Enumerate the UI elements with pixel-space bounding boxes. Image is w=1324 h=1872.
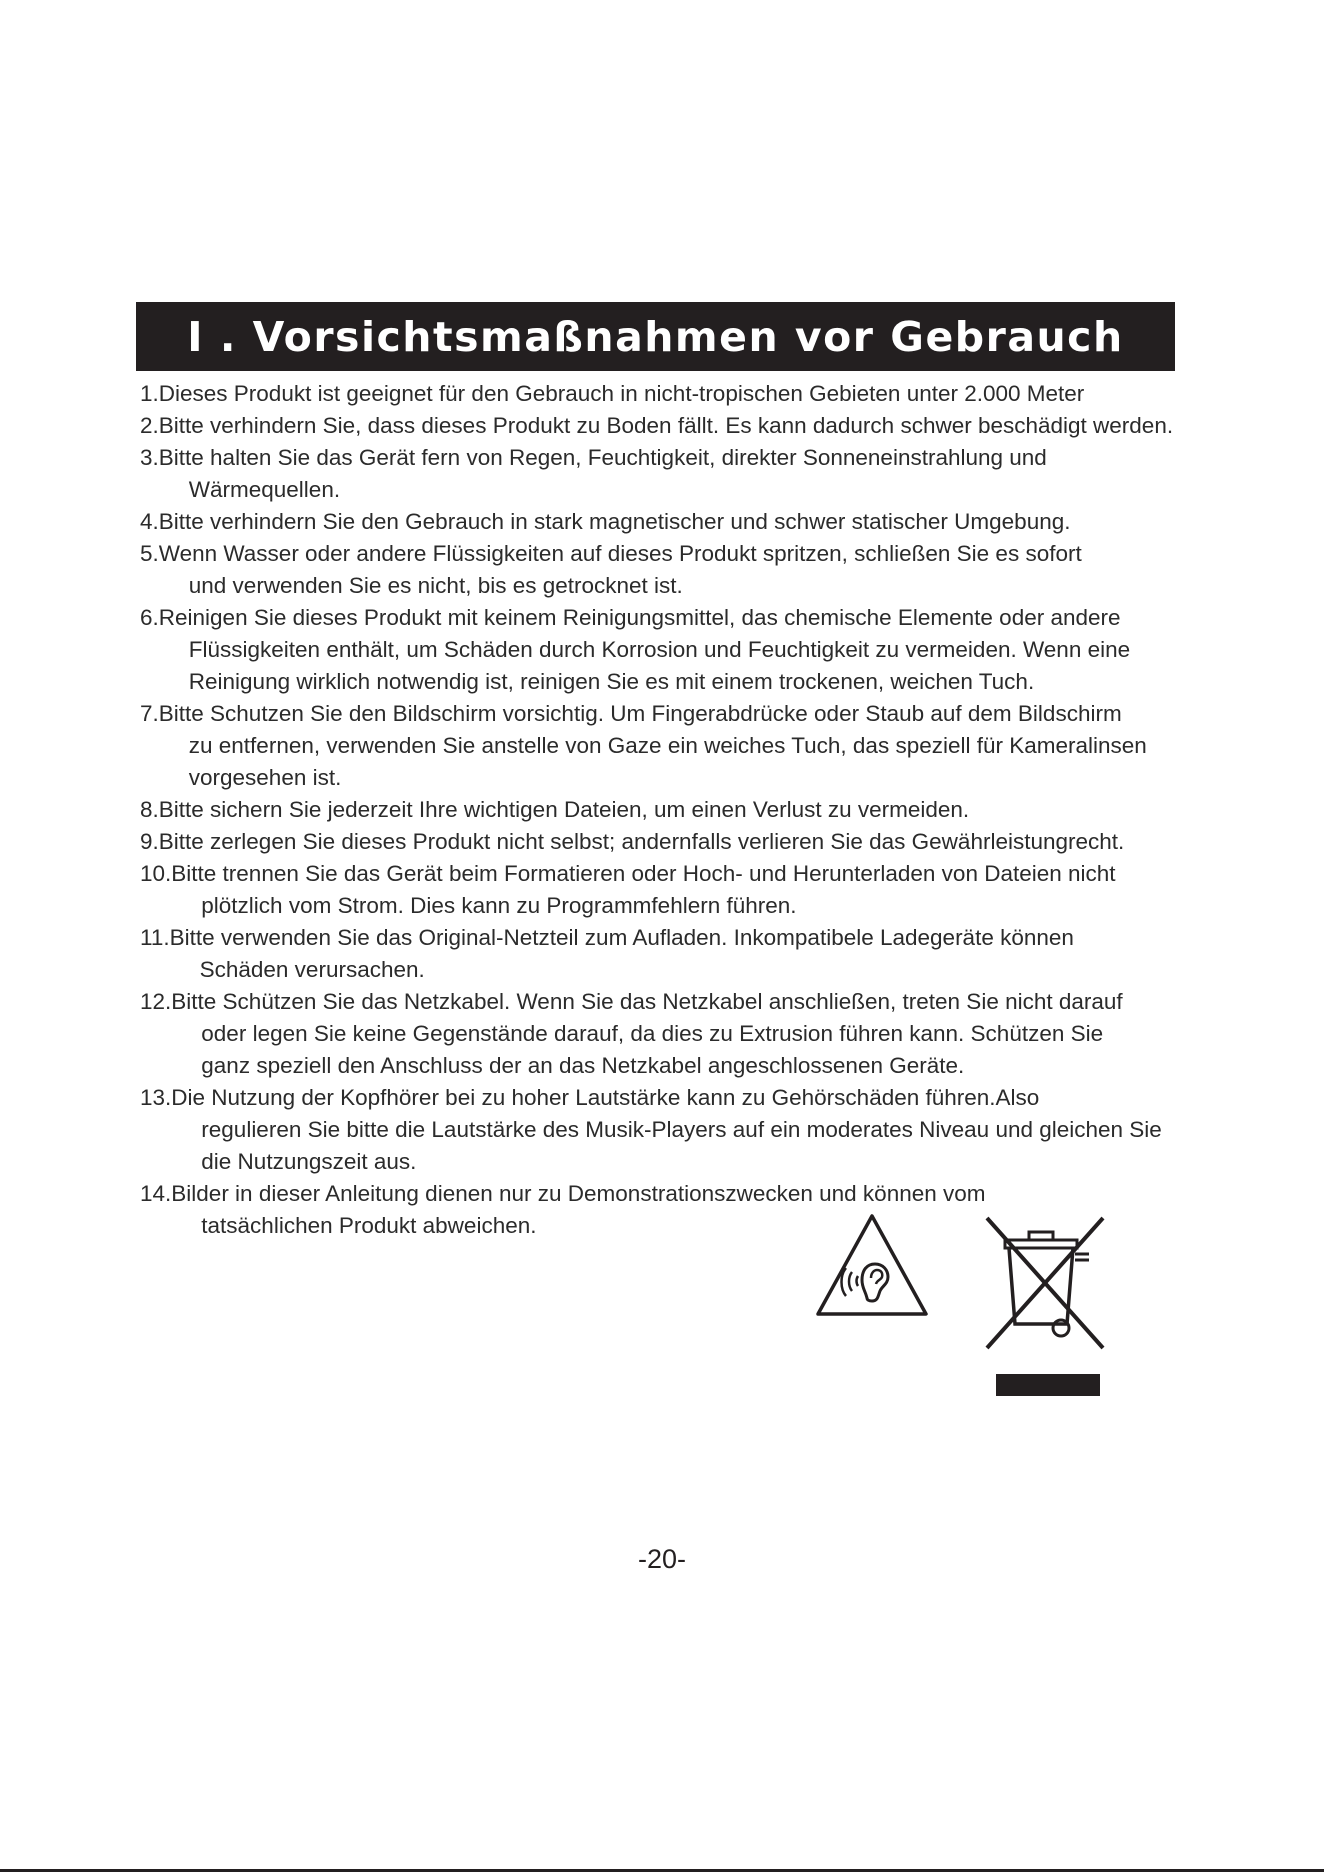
item-text xyxy=(159,602,1180,698)
item-text xyxy=(170,922,1180,986)
item-text-line: Bitte verhindern Sie den Gebrauch in stark magnetischer und schwer statischer Umgebung. xyxy=(158,509,1071,534)
list-item xyxy=(140,1082,1180,1178)
item-text xyxy=(159,794,1180,826)
item-text-line: Flüssigkeiten enthält, um Schäden durch Korrosion und Feuchtigkeit zu vermeiden. Wenn eine xyxy=(188,637,1131,662)
item-text-line: Bilder in dieser Anleitung dienen nur zu Demonstrationszwecken und können vom xyxy=(171,1181,986,1206)
item-number: 11. xyxy=(140,925,170,950)
item-text xyxy=(159,698,1180,794)
list-item xyxy=(140,986,1180,1082)
item-text xyxy=(159,826,1180,858)
item-number: 12. xyxy=(140,989,172,1014)
list-item xyxy=(140,378,1180,410)
list-item xyxy=(140,442,1180,506)
crossed-out-bin-icon xyxy=(983,1212,1107,1396)
item-text-line: regulieren Sie bitte die Lautstärke des Musik-Players auf ein moderates Niveau und gleichen Sie xyxy=(201,1117,1162,1142)
list-item xyxy=(140,794,1180,826)
item-number: 1. xyxy=(140,381,159,406)
item-text-line: Reinigen Sie dieses Produkt mit keinem Reinigungsmittel, das chemische Elemente oder andere xyxy=(158,605,1121,630)
item-number: 10. xyxy=(140,861,172,886)
list-item xyxy=(140,698,1180,794)
item-text xyxy=(171,858,1180,922)
section-header-banner xyxy=(136,302,1175,371)
list-item xyxy=(140,410,1180,442)
item-text-line: tatsächlichen Produkt abweichen. xyxy=(201,1213,537,1238)
item-text-line: Wenn Wasser oder andere Flüssigkeiten auf dieses Produkt spritzen, schließen Sie es sofort xyxy=(158,541,1082,566)
list-item xyxy=(140,858,1180,922)
item-text-line: Bitte sichern Sie jederzeit Ihre wichtigen Dateien, um einen Verlust zu vermeiden. xyxy=(158,797,970,822)
item-text-line: vorgesehen ist. xyxy=(188,765,342,790)
item-text xyxy=(159,378,1180,410)
item-text-line: Dieses Produkt ist geeignet für den Gebrauch in nicht-tropischen Gebieten unter 2.000 Meter xyxy=(158,381,1085,406)
item-text-line: Bitte zerlegen Sie dieses Produkt nicht selbst; andernfalls verlieren Sie das Gewährleistungrecht. xyxy=(158,829,1125,854)
item-text-line: Die Nutzung der Kopfhörer bei zu hoher Lautstärke kann zu Gehörschäden führen.Also xyxy=(171,1085,1040,1110)
item-number: 5. xyxy=(140,541,159,566)
item-number: 3. xyxy=(140,445,159,470)
list-item xyxy=(140,506,1180,538)
item-text xyxy=(171,986,1180,1082)
item-number: 14. xyxy=(140,1181,172,1206)
list-item xyxy=(140,538,1180,602)
item-number: 7. xyxy=(140,701,159,726)
item-text-line: Bitte halten Sie das Gerät fern von Regen, Feuchtigkeit, direkter Sonneneinstrahlung und xyxy=(158,445,1047,470)
item-number: 4. xyxy=(140,509,159,534)
item-text-line: Bitte trennen Sie das Gerät beim Formatieren oder Hoch- und Herunterladen von Dateien nicht xyxy=(171,861,1116,886)
item-text xyxy=(171,1082,1180,1178)
item-text-line: Bitte Schützen Sie das Netzkabel. Wenn Sie das Netzkabel anschließen, treten Sie nicht darauf xyxy=(171,989,1123,1014)
section-title: I . Vorsichtsmaßnahmen vor Gebrauch xyxy=(187,312,1124,361)
item-text-line: oder legen Sie keine Gegenstände darauf, da dies zu Extrusion führen kann. Schützen Sie xyxy=(201,1021,1104,1046)
item-text-line: Bitte Schutzen Sie den Bildschirm vorsichtig. Um Fingerabdrücke oder Staub auf dem Bildschirm xyxy=(158,701,1122,726)
item-number: 6. xyxy=(140,605,159,630)
page-number: -20- xyxy=(637,1544,686,1574)
item-number: 8. xyxy=(140,797,159,822)
list-item xyxy=(140,602,1180,698)
item-text xyxy=(159,538,1180,602)
hearing-warning-icon xyxy=(812,1210,932,1320)
item-number: 9. xyxy=(140,829,159,854)
item-text-line: ganz speziell den Anschluss der an das Netzkabel angeschlossenen Geräte. xyxy=(201,1053,965,1078)
precautions-list xyxy=(140,378,1180,1242)
item-text-line: die Nutzungszeit aus. xyxy=(201,1149,417,1174)
item-number: 13. xyxy=(140,1085,172,1110)
item-text-line: Wärmequellen. xyxy=(188,477,341,502)
item-number: 2. xyxy=(140,413,159,438)
list-item xyxy=(140,826,1180,858)
item-text-line: zu entfernen, verwenden Sie anstelle von Gaze ein weiches Tuch, das speziell für Kameralinsen xyxy=(188,733,1147,758)
item-text xyxy=(159,442,1180,506)
item-text-line: Bitte verwenden Sie das Original-Netzteil zum Aufladen. Inkompatibele Ladegeräte können xyxy=(169,925,1074,950)
list-item xyxy=(140,922,1180,986)
item-text xyxy=(159,506,1180,538)
item-text-line: plötzlich vom Strom. Dies kann zu Programmfehlern führen. xyxy=(201,893,797,918)
item-text-line: Schäden verursachen. xyxy=(199,957,425,982)
item-text-line: Bitte verhindern Sie, dass dieses Produkt zu Boden fällt. Es kann dadurch schwer beschädigt werden. xyxy=(158,413,1174,438)
item-text xyxy=(159,410,1180,442)
item-text-line: Reinigung wirklich notwendig ist, reinigen Sie es mit einem trockenen, weichen Tuch. xyxy=(188,669,1035,694)
item-text-line: und verwenden Sie es nicht, bis es getrocknet ist. xyxy=(188,573,683,598)
